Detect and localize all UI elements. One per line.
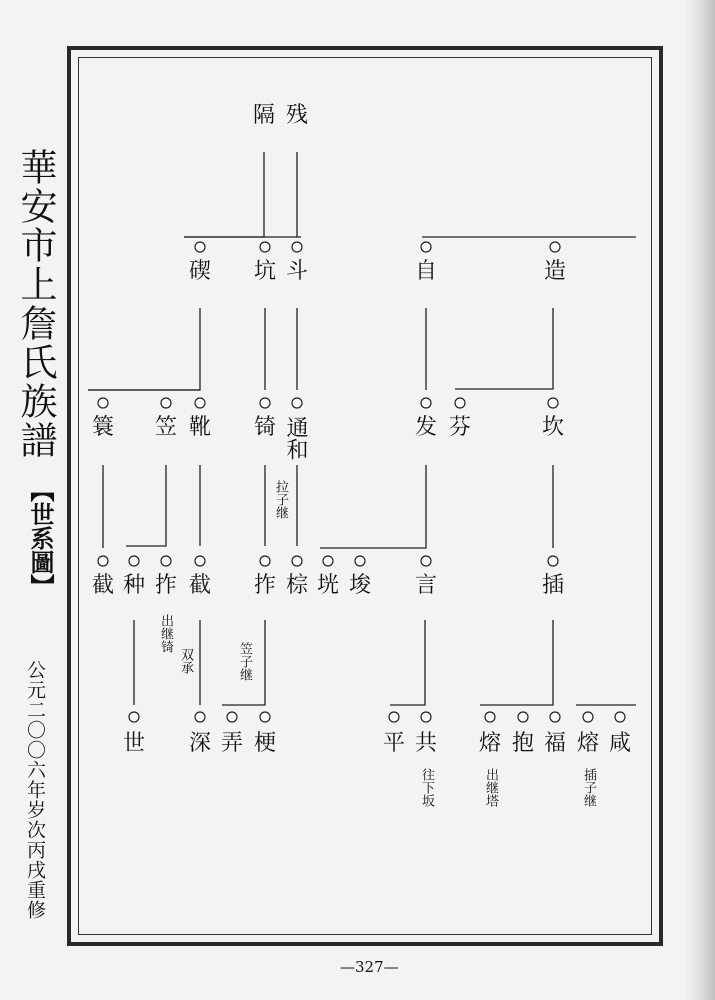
- note-lizi-ji: 笠子继: [237, 642, 252, 681]
- person-li: 笠: [154, 415, 177, 440]
- person-zhong: 种: [122, 573, 145, 598]
- person-cha: 插: [541, 573, 564, 598]
- person-zha-2: 拃: [253, 573, 276, 598]
- person-yan: 言: [414, 573, 437, 598]
- person-jun: 埈: [348, 573, 371, 598]
- note-chu-ji-yi: 出继锜: [158, 614, 173, 653]
- person-gong: 共: [414, 731, 437, 756]
- person-kan: 坎: [541, 415, 564, 440]
- person-can: 残: [285, 103, 308, 128]
- note-shuang-cheng: 双承: [178, 648, 193, 674]
- book-title: 華安市上詹氏族譜: [14, 148, 57, 460]
- person-zha-1: 拃: [154, 573, 177, 598]
- person-fen: 芬: [448, 415, 471, 440]
- note-wang-xiaban: 往下坂: [419, 768, 434, 807]
- person-nong: 弄: [220, 731, 243, 756]
- person-ge: 隔: [252, 103, 275, 128]
- note-chazi-ji: 插子继: [581, 768, 596, 807]
- person-yi: 锜: [253, 415, 276, 440]
- person-suo: 簑: [91, 415, 114, 440]
- person-geng: 梗: [253, 731, 276, 756]
- person-dou: 斗: [285, 259, 308, 284]
- person-xue: 靴: [188, 415, 211, 440]
- person-zi: 自: [414, 259, 437, 284]
- person-rong-2: 熔: [576, 731, 599, 756]
- person-bao: 抱: [511, 731, 534, 756]
- note-lazi-ji: 拉子继: [273, 480, 288, 519]
- person-shen: 深: [188, 731, 211, 756]
- person-fu: 福: [543, 731, 566, 756]
- person-guang: 垙: [316, 573, 339, 598]
- person-zong: 棕: [285, 573, 308, 598]
- person-jie-2: 截: [188, 573, 211, 598]
- person-shi: 世: [122, 731, 145, 756]
- person-jie-1: 截: [91, 573, 114, 598]
- page-number: —327—: [340, 958, 399, 976]
- person-qi: 碶: [188, 259, 211, 284]
- section-title: 【世系圖】: [26, 478, 55, 598]
- compilation-note: 公元二〇〇六年岁次丙戌重修: [24, 660, 46, 920]
- person-rong-1: 熔: [478, 731, 501, 756]
- person-tonghe: 通和: [283, 416, 308, 460]
- person-zao: 造: [543, 259, 566, 284]
- person-xian: 咸: [608, 731, 631, 756]
- person-ping: 平: [382, 731, 405, 756]
- note-chu-ji-ta: 出继塔: [483, 768, 498, 807]
- person-keng: 坑: [253, 259, 276, 284]
- person-fa: 发: [414, 415, 437, 440]
